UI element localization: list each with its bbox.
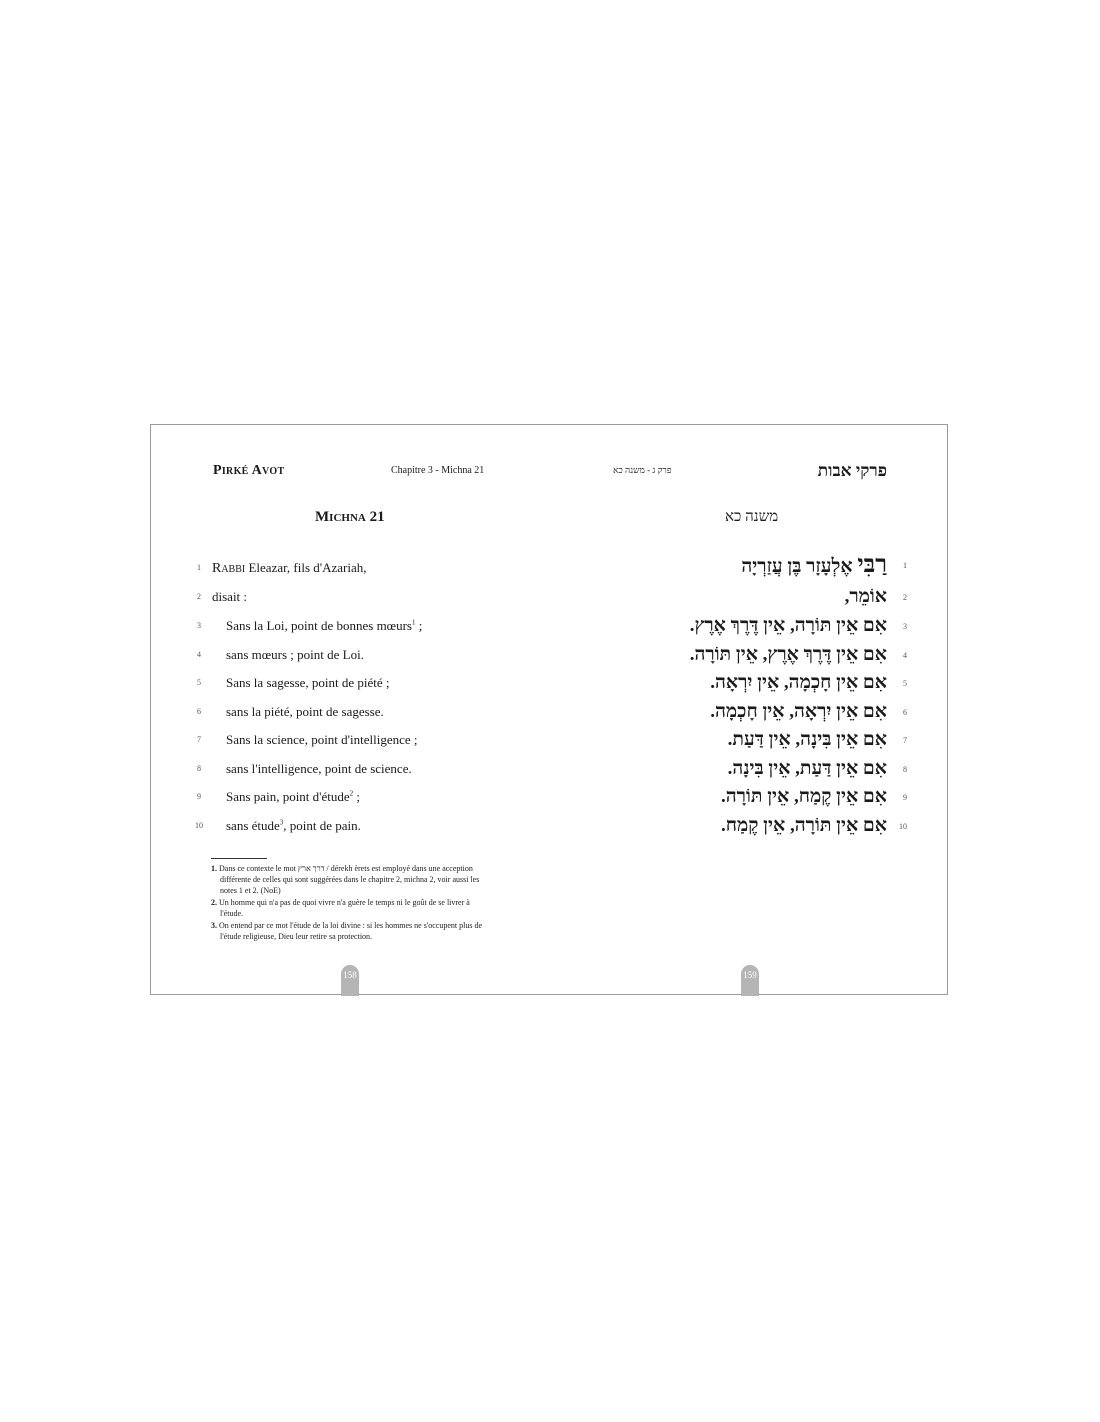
hebrew-line — [721, 785, 907, 809]
line-number: 1 — [903, 560, 907, 570]
book-spread — [150, 424, 948, 995]
line-text: אִם אֵין תּוֹרָה, אֵין דֶּרֶךְ אֶרֶץ. — [689, 615, 887, 636]
line-text: Sans pain, point d'étude$^2$ ; — [226, 789, 361, 804]
line-text: אִם אֵין דֶּרֶךְ אֶרֶץ, אֵין תּוֹרָה. — [689, 644, 887, 665]
line-number: 1 — [197, 563, 201, 572]
hebrew-line — [845, 585, 907, 609]
line-number: 6 — [903, 707, 907, 717]
footnote-rule — [211, 858, 267, 859]
line-text: רַבִּי אֶלְעָזָר בֶּן עֲזַרְיָה — [741, 551, 887, 578]
line-text: Sans la sagesse, point de piété ; — [226, 675, 390, 690]
line-text: sans l'intelligence, point de science. — [226, 761, 412, 776]
line-text: disait : — [212, 589, 248, 604]
line-number: 2 — [903, 592, 907, 602]
line-number: 7 — [903, 735, 907, 745]
hebrew-line — [741, 553, 907, 577]
hebrew-line — [721, 814, 907, 838]
line-number: 10 — [899, 821, 907, 831]
line-number: 2 — [197, 592, 201, 601]
line-text: אוֹמֵר, — [844, 586, 887, 607]
running-chapter-right: פרק ג - משנה כא — [613, 465, 672, 475]
line-text: Sans la science, point d'intelligence ; — [226, 732, 418, 747]
footnote: 1. Dans ce contexte le mot דרך ארץ / dérekh èrets est employé dans une acception différente de celles qui sont suggérées dans le chapitre 2, michna 2, voir aussi les notes 1 et 2. (NoE) — [211, 864, 480, 895]
line-number: 8 — [903, 764, 907, 774]
line-text: אִם אֵין חָכְמָה, אֵין יִרְאָה. — [710, 672, 887, 693]
hebrew-line — [710, 700, 907, 724]
line-number: 4 — [903, 650, 907, 660]
line-number: 7 — [197, 735, 201, 744]
line-text: אִם אֵין דַּעַת, אֵין בִּינָה. — [727, 758, 887, 779]
page-number-left: 158 — [341, 965, 359, 996]
running-chapter-left: Chapitre 3 - Michna 21 — [391, 465, 485, 476]
line-number: 3 — [197, 621, 201, 630]
running-title-left: Pirké Avot — [213, 463, 285, 478]
line-text: Rabbi Eleazar, fils d'Azariah, — [212, 560, 367, 576]
hebrew-line — [690, 643, 907, 667]
line-text: sans mœurs ; point de Loi. — [226, 647, 364, 662]
footnote: 2. Un homme qui n'a pas de quoi vivre n'a guère le temps ni le goût de se livrer à l'étude. — [211, 898, 470, 918]
line-text: אִם אֵין יִרְאָה, אֵין חָכְמָה. — [710, 701, 887, 722]
line-number: 3 — [903, 621, 907, 631]
line-number: 8 — [197, 764, 201, 773]
line-text: אִם אֵין קֶמַח, אֵין תּוֹרָה. — [721, 786, 887, 807]
hebrew-line — [690, 614, 907, 638]
hebrew-line — [728, 757, 907, 781]
line-text: אִם אֵין תּוֹרָה, אֵין קֶמַח. — [721, 815, 887, 836]
footnotes — [211, 863, 491, 943]
section-title-french: Michna 21 — [315, 509, 385, 525]
line-number: 9 — [903, 792, 907, 802]
line-text: אִם אֵין בִּינָה, אֵין דַּעַת. — [727, 729, 887, 750]
running-title-right: פרקי אבות — [817, 461, 887, 480]
line-text: sans la piété, point de sagesse. — [226, 704, 384, 719]
hebrew-line — [710, 671, 907, 695]
line-number: 4 — [197, 650, 201, 659]
hebrew-line — [728, 728, 907, 752]
line-number: 9 — [197, 792, 201, 801]
line-number: 5 — [197, 678, 201, 687]
line-number: 10 — [195, 821, 203, 830]
line-text: Sans la Loi, point de bonnes mœurs$^1$ ; — [226, 618, 423, 633]
section-title-hebrew: משנה כא — [725, 509, 779, 525]
footnote: 3. On entend par ce mot l'étude de la loi divine : si les hommes ne s'occupent plus de l'étude religieuse, Dieu leur retire sa protection. — [211, 921, 483, 941]
line-number: 6 — [197, 707, 201, 716]
page-number-right: 159 — [741, 965, 759, 996]
line-text: sans étude$^3$, point de pain. — [226, 818, 361, 833]
line-number: 5 — [903, 678, 907, 688]
